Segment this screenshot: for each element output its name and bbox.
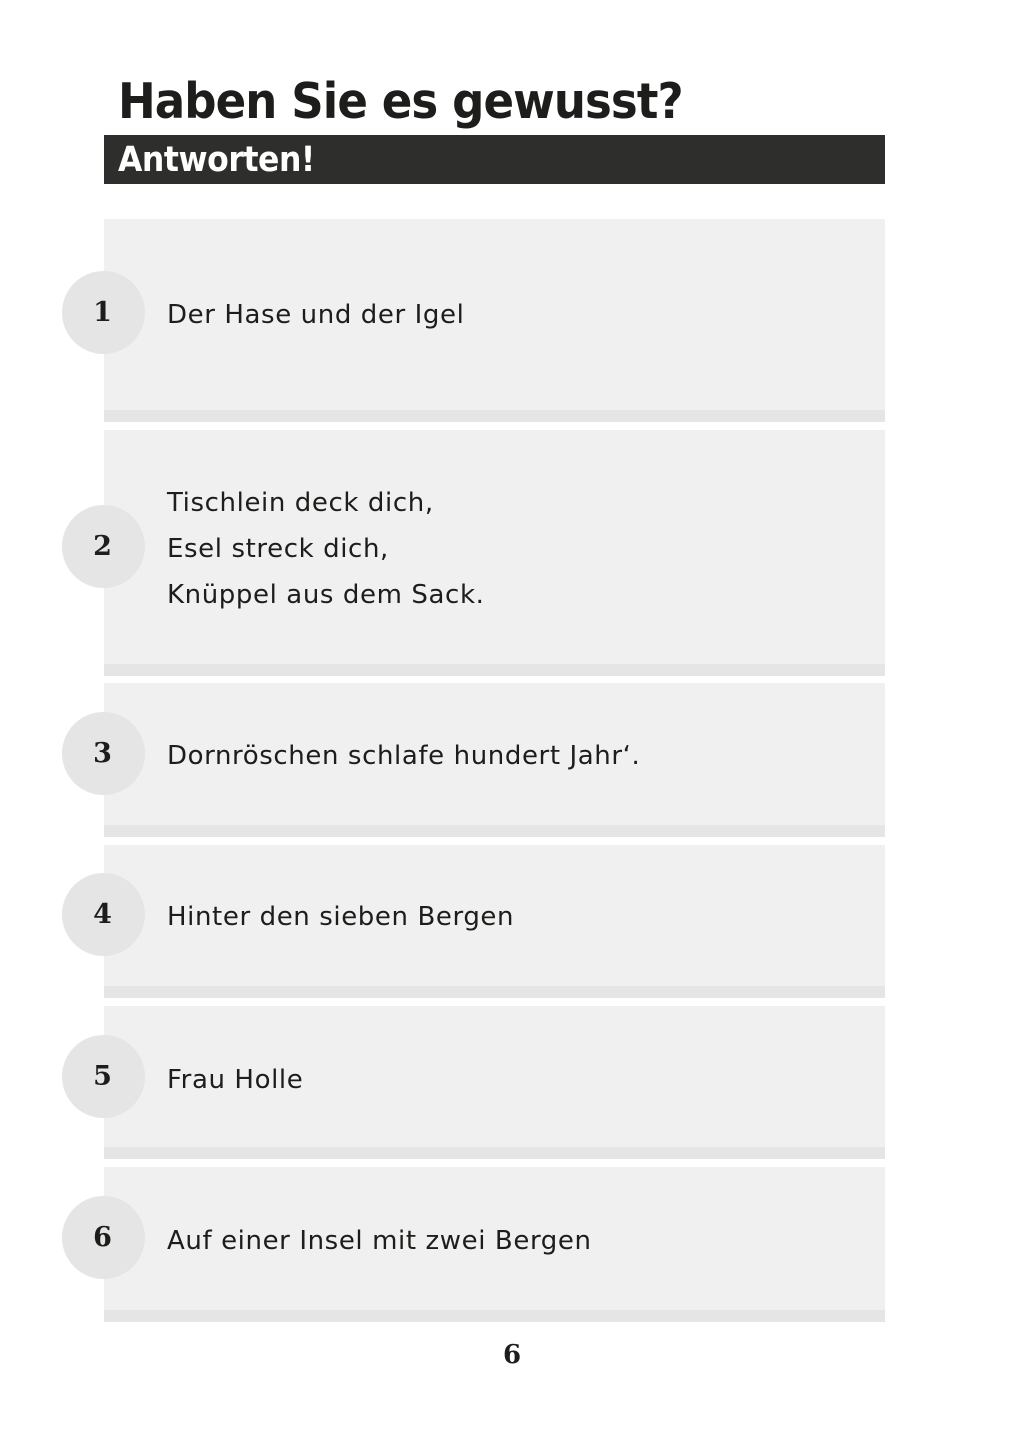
answer-text-5: [167, 1057, 303, 1103]
page-number: 6: [502, 1340, 522, 1370]
answer-text-2: [167, 480, 484, 618]
answer-text-4: [167, 894, 514, 940]
answer-line: Frau Holle: [167, 1065, 304, 1095]
answer-number-badge-2: [62, 505, 145, 588]
answer-number-badge-5: [62, 1035, 145, 1118]
answer-line: Knüppel aus dem Sack.: [167, 580, 485, 610]
answer-number-4: 4: [93, 899, 112, 930]
answer-line: Auf einer Insel mit zwei Bergen: [167, 1226, 592, 1256]
answer-line: Esel streck dich,: [167, 534, 389, 564]
answer-line: Hinter den sieben Bergen: [167, 902, 515, 932]
answer-text-1: [167, 292, 464, 338]
answer-line: Dornröschen schlafe hundert Jahr‘.: [167, 741, 641, 771]
answer-number-badge-3: [62, 712, 145, 795]
answer-number-badge-6: [62, 1196, 145, 1279]
answer-line: Der Hase und der Igel: [167, 300, 465, 330]
answer-number-1: 1: [93, 297, 112, 328]
answer-text-6: [167, 1218, 592, 1264]
subtitle-bar: [104, 135, 885, 184]
answer-number-badge-4: [62, 873, 145, 956]
answer-number-6: 6: [93, 1222, 112, 1253]
answer-number-2: 2: [93, 531, 112, 562]
answer-text-3: [167, 733, 640, 779]
answer-line: Tischlein deck dich,: [167, 488, 434, 518]
subtitle-text: Antworten!: [118, 140, 315, 180]
answer-number-badge-1: [62, 271, 145, 354]
page-title: Haben Sie es gewusst?: [118, 73, 683, 130]
answer-number-5: 5: [93, 1061, 112, 1092]
answer-number-3: 3: [93, 738, 112, 769]
